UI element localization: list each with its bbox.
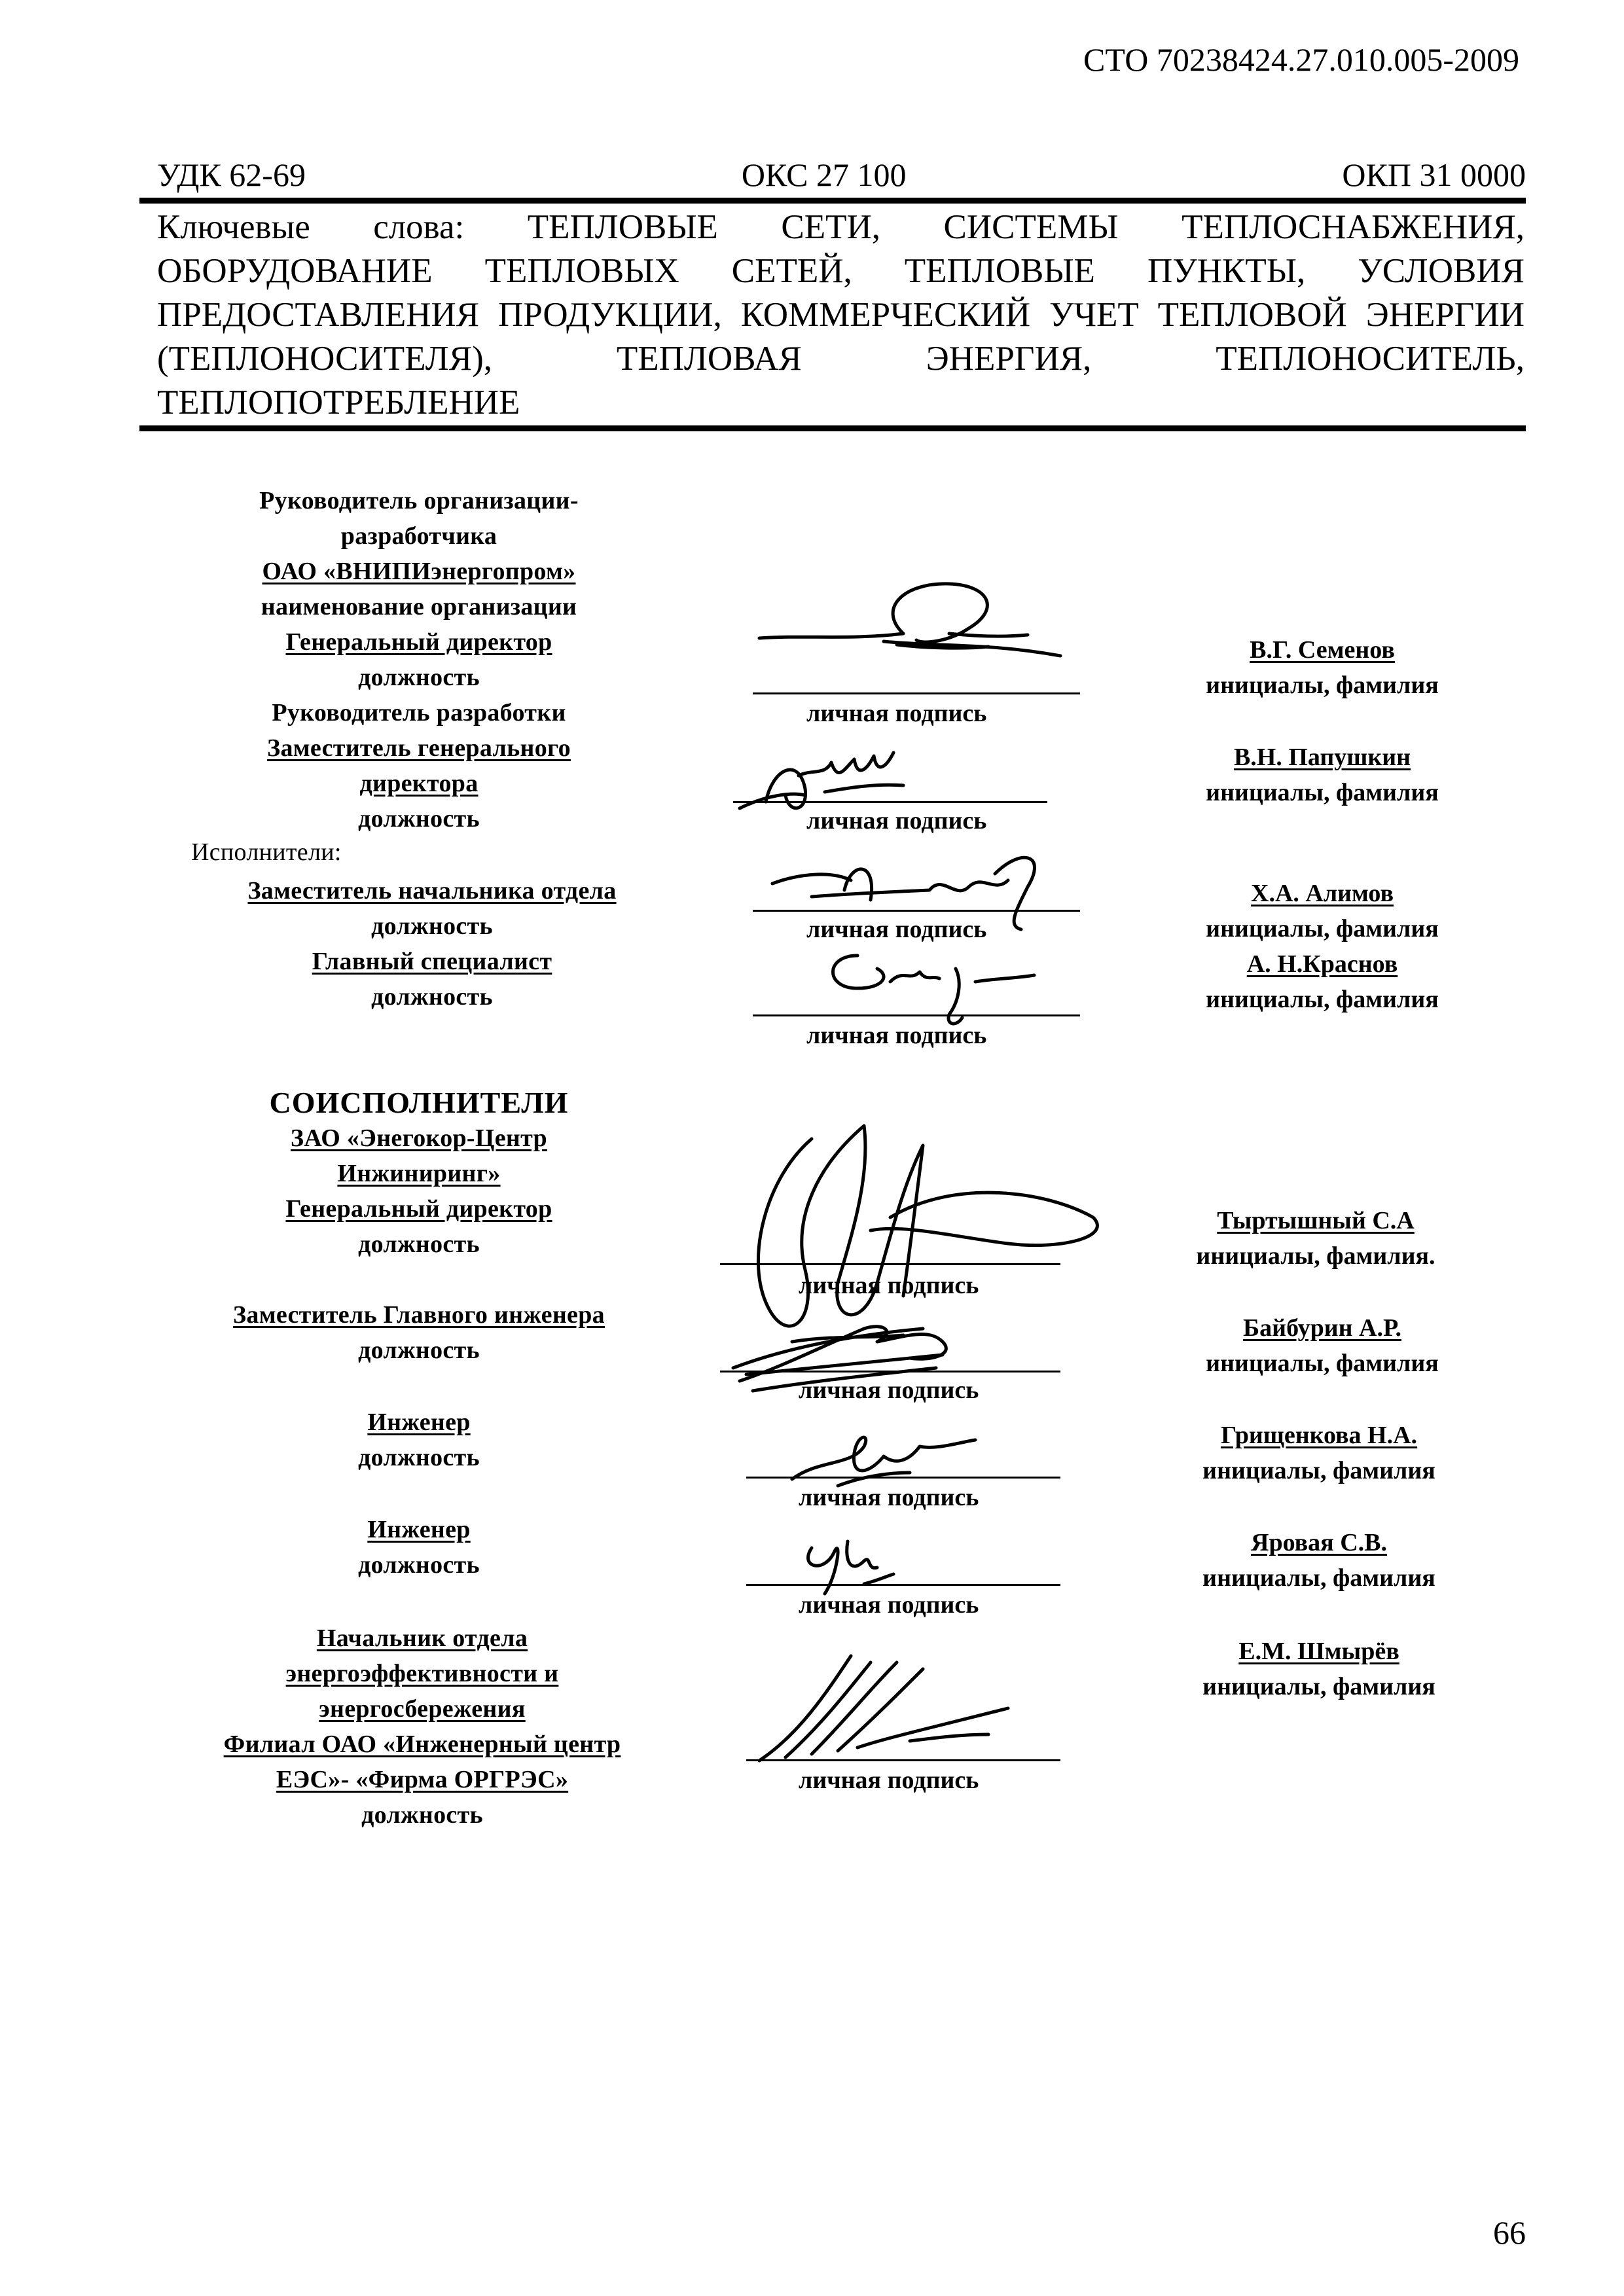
co-executor4-position-caption: должность [358, 1551, 480, 1579]
document-code: СТО 70238424.27.010.005-2009 [1083, 41, 1519, 78]
co-executor5-position-2: энергоэффективности и [285, 1660, 559, 1687]
handwritten-signature-yarovaya [785, 1522, 956, 1607]
name-yarovaya: Яровая С.В. [1251, 1529, 1387, 1556]
executor2-position: Главный специалист [312, 948, 552, 975]
co-executor2-position-caption: должность [358, 1336, 480, 1364]
signature-caption: личная подпись [806, 916, 987, 943]
co-executor1-position-caption: должность [358, 1230, 480, 1258]
dev-lead-position-1: Заместитель генерального [267, 734, 571, 762]
co-executor5-org-2: ЕЭС»- «Фирма ОРГРЭС» [276, 1766, 569, 1793]
co-executor-org-2: Инжиниринг» [337, 1160, 501, 1187]
co-executor-org-block [183, 1121, 655, 1262]
executors-label: Исполнители: [191, 838, 342, 866]
name-block-papushkin [1191, 740, 1453, 810]
names-caption: инициалы, фамилия [1206, 1350, 1439, 1377]
co-executor5-block [170, 1621, 674, 1833]
co-executor4-position: Инженер [367, 1516, 471, 1543]
classification-row [157, 156, 1526, 194]
co-executor1-position: Генеральный директор [285, 1195, 552, 1223]
co-executor-org-1: ЗАО «Энегокор-Центр [291, 1124, 547, 1152]
dev-lead-position-caption: должность [358, 805, 480, 833]
executor1-position: Заместитель начальника отдела [247, 877, 617, 905]
co-executor3-position: Инженер [367, 1408, 471, 1436]
dev-lead-label: Руководитель разработки [272, 699, 566, 726]
signature-caption: личная подпись [799, 1591, 979, 1619]
name-block-alimov-krasnov [1191, 876, 1453, 1017]
names-caption: инициалы, фамилия [1202, 1564, 1435, 1592]
name-krasnov: А. Н.Краснов [1246, 950, 1398, 978]
names-caption: инициалы, фамилия [1206, 986, 1439, 1013]
names-caption: инициалы, фамилия. [1196, 1242, 1435, 1270]
co-executor5-org-1: Филиал ОАО «Инженерный центр [223, 1731, 621, 1758]
co-executor2-position: Заместитель Главного инженера [233, 1301, 605, 1329]
co-executor3-position-caption: должность [358, 1444, 480, 1471]
name-block-grishchenkova [1178, 1418, 1460, 1488]
co-executor5-position-3: энергосбережения [319, 1695, 526, 1723]
handwritten-signature-bayburin [713, 1302, 1067, 1401]
names-caption: инициалы, фамилия [1202, 1673, 1435, 1700]
names-caption: инициалы, фамилия [1206, 672, 1439, 699]
name-block-yarovaya [1178, 1525, 1460, 1596]
signature-caption: личная подпись [799, 1272, 979, 1299]
page-number: 66 [1493, 2214, 1526, 2251]
name-shmyrev: Е.М. Шмырёв [1238, 1638, 1399, 1665]
head-label-1: Руководитель организации- [259, 487, 579, 514]
name-alimov: Х.А. Алимов [1251, 880, 1394, 907]
header-rule-top [139, 198, 1526, 204]
signature-caption: личная подпись [799, 1484, 979, 1511]
co-executor3-block [183, 1405, 655, 1475]
name-block-bayburin [1185, 1310, 1460, 1381]
handwritten-signature-papushkin [727, 730, 1001, 828]
handwritten-signature-shmyrev [746, 1643, 1074, 1774]
developers-left-column [170, 483, 668, 836]
name-papushkin: В.Н. Папушкин [1233, 744, 1411, 771]
signature-caption: личная подпись [799, 1376, 979, 1404]
name-block-shmyrev [1178, 1634, 1460, 1704]
signature-caption: личная подпись [806, 700, 987, 727]
head-position: Генеральный директор [285, 628, 552, 656]
name-grishchenkova: Грищенкова Н.А. [1220, 1422, 1418, 1449]
okp-code: ОКП 31 0000 [1342, 156, 1526, 193]
name-block-tyrtyshny [1178, 1203, 1453, 1274]
names-caption: инициалы, фамилия [1202, 1457, 1435, 1484]
name-tyrtyshny: Тыртышный С.А [1217, 1207, 1415, 1234]
executor1-position-caption: должность [371, 912, 493, 940]
names-caption: инициалы, фамилия [1206, 779, 1439, 806]
signature-caption: личная подпись [806, 807, 987, 834]
co-executor5-position-caption: должность [361, 1801, 483, 1829]
udk-code: УДК 62-69 [157, 156, 306, 193]
oks-code: ОКС 27 100 [741, 156, 907, 193]
signature-caption: личная подпись [799, 1767, 979, 1794]
executors-left-column [196, 873, 668, 1014]
dev-lead-position-2: директора [359, 770, 478, 797]
handwritten-signature-semenov [753, 569, 1093, 687]
name-semenov: В.Г. Семенов [1250, 636, 1395, 664]
header-rule-bottom [139, 425, 1526, 431]
signature-line-semenov [753, 692, 1080, 694]
co-executor5-position-1: Начальник отдела [316, 1624, 528, 1652]
head-position-caption: должность [358, 664, 480, 691]
co-executor4-block [183, 1512, 655, 1583]
name-bayburin: Байбурин А.Р. [1243, 1314, 1401, 1342]
developer-org-name: ОАО «ВНИПИэнергопром» [262, 558, 576, 585]
names-caption: инициалы, фамилия [1206, 915, 1439, 942]
co-executor2-block [183, 1297, 655, 1368]
executor2-position-caption: должность [371, 983, 493, 1011]
head-label-2: разработчика [340, 522, 497, 550]
signature-caption: личная подпись [806, 1022, 987, 1049]
handwritten-signature-krasnov [812, 942, 1074, 1034]
name-block-semenov [1191, 632, 1453, 703]
org-name-caption: наименование организации [261, 593, 577, 620]
handwritten-signature-alimov [746, 834, 1060, 939]
keywords-paragraph: Ключевые слова: ТЕПЛОВЫЕ СЕТИ, СИСТЕМЫ ТЕПЛОСНАБЖЕНИЯ, ОБОРУДОВАНИЕ ТЕПЛОВЫХ СЕТЕЙ, ТЕПЛОВЫЕ ПУНКТЫ, УСЛОВИЯ ПРЕДОСТАВЛЕНИЯ ПРОДУКЦИИ, КОММЕРЧЕСКИЙ УЧЕТ ТЕПЛОВОЙ ЭНЕРГИИ (ТЕПЛОНОСИТЕЛЯ), ТЕПЛОВАЯ ЭНЕРГИЯ, ТЕПЛОНОСИТЕЛЬ, ТЕПЛОПОТРЕБЛЕНИЕ [157, 208, 1525, 422]
co-executors-title: СОИСПОЛНИТЕЛИ [269, 1086, 569, 1119]
handwritten-signature-grishchenkova [779, 1420, 1067, 1499]
